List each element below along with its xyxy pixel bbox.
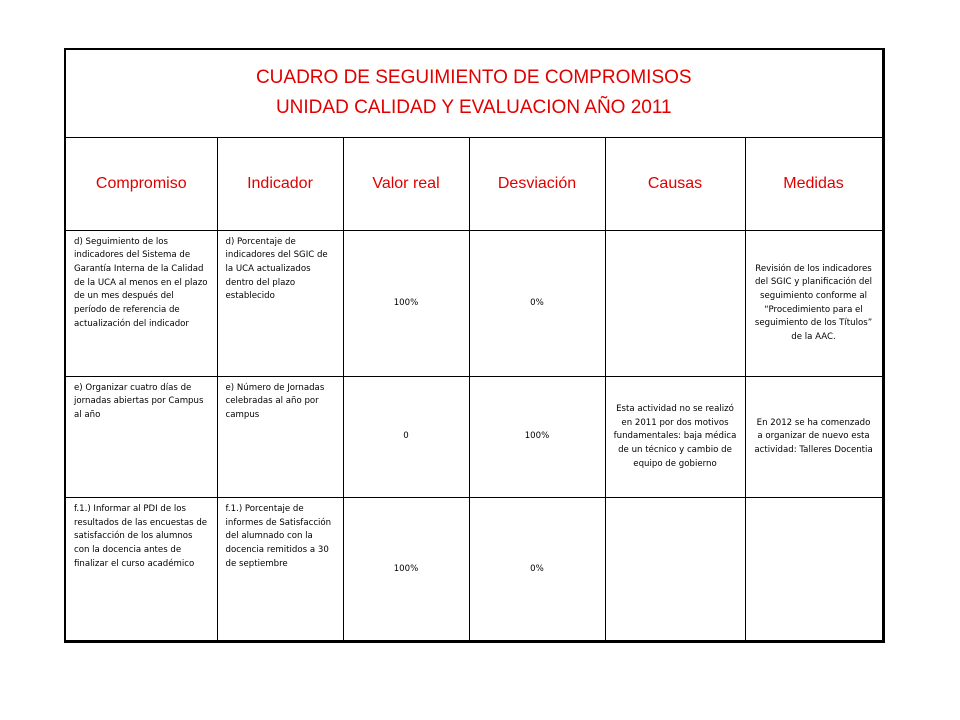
cell-causas: [605, 497, 745, 641]
cell-medidas: En 2012 se ha comenzado a organizar de nuevo esta actividad: Talleres Docentia: [745, 376, 883, 497]
column-header-medidas: Medidas: [745, 137, 883, 230]
cell-indicador: d) Porcentaje de indicadores del SGIC de la UCA actualizados dentro del plazo establecido: [217, 230, 343, 376]
cell-compromiso: f.1.) Informar al PDI de los resultados de las encuestas de satisfacción de los alumnos con la docencia antes de finalizar el curso académico: [65, 497, 217, 641]
cell-valor-real: 100%: [343, 230, 469, 376]
tracking-table: [64, 48, 885, 643]
title-line-1: CUADRO DE SEGUIMIENTO DE COMPROMISOS: [255, 67, 692, 89]
cell-compromiso: d) Seguimiento de los indicadores del Sistema de Garantía Interna de la Calidad de la UCA al menos en el plazo de un mes después del período de referencia de actualización del indicador: [65, 230, 217, 376]
column-header-causas: Causas: [605, 137, 745, 230]
cell-desviacion: 0%: [469, 497, 605, 641]
cell-medidas: [745, 497, 883, 641]
cell-valor-real: 0: [343, 376, 469, 497]
column-header-desviacion: Desviación: [469, 137, 605, 230]
column-header-compromiso: Compromiso: [65, 137, 217, 230]
column-header-indicador: Indicador: [217, 137, 343, 230]
cell-causas: Esta actividad no se realizó en 2011 por dos motivos fundamentales: baja médica de un técnico y cambio de equipo de gobierno: [605, 376, 745, 497]
cell-compromiso: e) Organizar cuatro días de jornadas abiertas por Campus al año: [65, 376, 217, 497]
table-row: [65, 497, 883, 641]
column-header-valor-real: Valor real: [343, 137, 469, 230]
cell-indicador: e) Número de Jornadas celebradas al año por campus: [217, 376, 343, 497]
cell-causas: [605, 230, 745, 376]
cell-medidas: Revisión de los indicadores del SGIC y planificación del seguimiento conforme al “Procedimiento para el seguimiento de los Títulos” de la AAC.: [745, 230, 883, 376]
table-title: [65, 49, 883, 137]
cell-indicador: f.1.) Porcentaje de informes de Satisfacción del alumnado con la docencia remitidos a 30 de septiembre: [217, 497, 343, 641]
cell-valor-real: 100%: [343, 497, 469, 641]
cell-desviacion: 0%: [469, 230, 605, 376]
column-header-row: [65, 137, 883, 230]
title-line-2: UNIDAD CALIDAD Y EVALUACION AÑO 2011: [275, 97, 672, 119]
cell-desviacion: 100%: [469, 376, 605, 497]
table-row: [65, 376, 883, 497]
table-row: [65, 230, 883, 376]
